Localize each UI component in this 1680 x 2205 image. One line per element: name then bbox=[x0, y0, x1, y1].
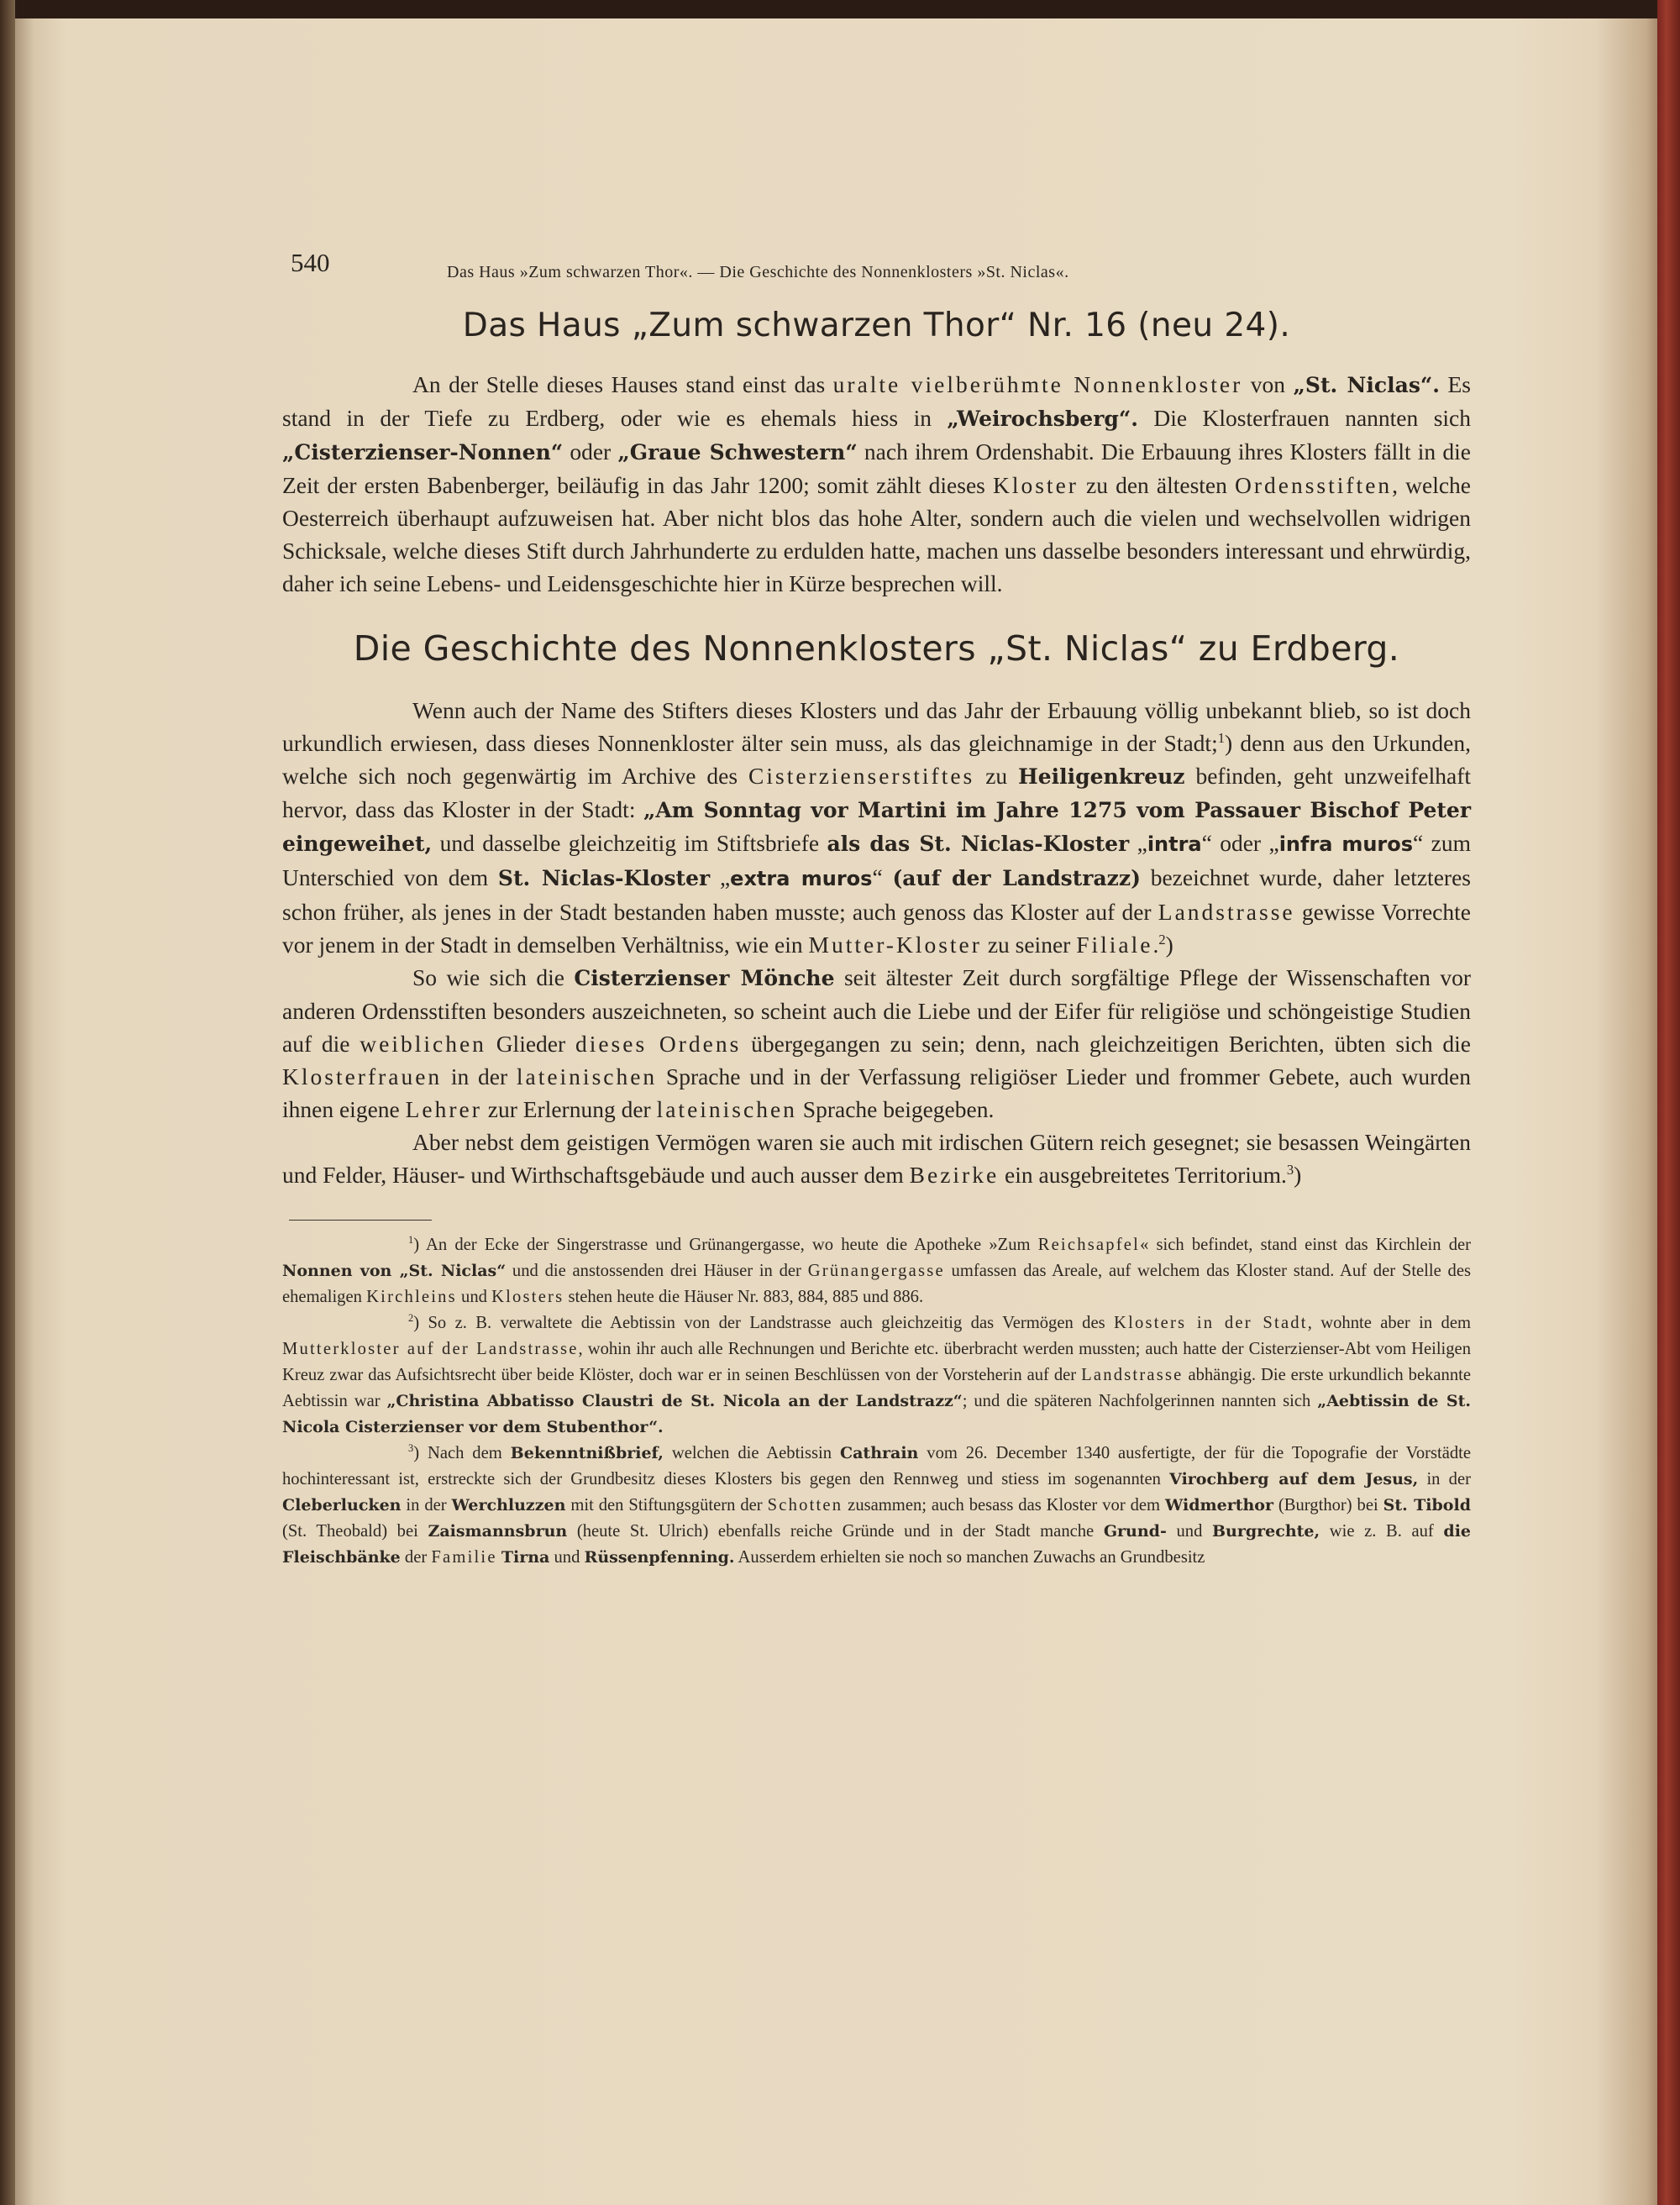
binding-gutter bbox=[0, 0, 15, 2205]
footnote-2: $^2$) So z. B. verwaltete die Aebtissin von der Landstrasse auch gleichzeitig das Vermögen des Klosters in der Stadt, wohnte aber in dem Mutterkloster auf der Landstrasse, wohin ihr auch alle Rechnungen und Berichte etc. überbracht werden mussten; auch hatte der Cisterzienser-Abt vom Heiligen Kreuz zwar das Aufsichtsrecht über beide Klöster, doch war er in seinen Beschlüssen von der Vorsteherin auf der Landstrasse abhängig. Die erste urkundlich bekannte Aebtissin war „Christina Abbatisso Claustri de St. Nicola an der Landstrazz“; und die späteren Nachfolgerinnen nannten sich „Aebtissin de St. Nicola Cisterzienser vor dem Stubenthor“. bbox=[282, 1312, 1471, 1436]
footnote-divider bbox=[289, 1220, 432, 1221]
scan-top-edge bbox=[0, 0, 1680, 18]
section-title-geschichte: Die Geschichte des Nonnenklosters „St. Niclas“ zu Erdberg. bbox=[353, 628, 1400, 669]
running-head bbox=[282, 239, 1471, 290]
running-title: Das Haus »Zum schwarzen Thor«. — Die Geschichte des Nonnenklosters »St. Niclas«. bbox=[447, 263, 1069, 281]
paragraph-geschichte-2: So wie sich die Cisterzienser Mönche seit ältester Zeit durch sorgfältige Pflege der Wissenschaften vor anderen Ordensstiften besonders auszeichneten, so scheint auch die Liebe und der Eifer für religiöse und schöngeistige Studien auf die weiblichen Glieder dieses Ordens übergegangen zu sein; denn, nach gleichzeitigen Berichten, übten sich die Klosterfrauen in der lateinischen Sprache und in der Verfassung religiöser Lieder und frommer Gebete, auch wurden ihnen eigene Lehrer zur Erlernung der lateinischen Sprache beigegeben. bbox=[282, 964, 1472, 1122]
section-title-haus: Das Haus „Zum schwarzen Thor“ Nr. 16 (neu 24). bbox=[462, 307, 1291, 344]
footnotes bbox=[282, 1232, 1471, 1571]
footnote-1: $^1$) An der Ecke der Singerstrasse und Grünangergasse, wo heute die Apotheke »Zum Reichsapfel« sich befindet, stand einst das Kirchlein der Nonnen von „St. Niclas“ und die anstossenden drei Häuser in der Grünangergasse umfassen das Areale, auf welchem das Kloster stand. Auf der Stelle des ehemaligen Kirchleins und Klosters stehen heute die Häuser Nr. 883, 884, 885 und 886. bbox=[282, 1234, 1472, 1306]
paragraph-geschichte-1: Wenn auch der Name des Stifters dieses Klosters und das Jahr der Erbauung völlig unbekannt blieb, so ist doch urkundlich erwiesen, dass dieses Nonnenkloster älter sein muss, als das gleichnamige in der Stadt;$^1$) denn aus den Urkunden, welche sich noch gegenwärtig im Archive des Cisterzienserstiftes zu Heiligenkreuz befinden, geht unzweifelhaft hervor, dass das Kloster in der Stadt: „Am Sonntag vor Martini im Jahre 1275 vom Passauer Bischof Peter eingeweihet, und dasselbe gleichzeitig im Stiftsbriefe als das St. Niclas-Kloster „intra“ oder „infra muros“ zum Unterschied von dem St. Niclas-Kloster „extra muros“ (auf der Landstrazz) bezeichnet wurde, daher letzteres schon früher, als jenes in der Stadt bestanden haben musste; auch genoss das Kloster auf der Landstrasse gewisse Vorrechte vor jenem in der Stadt in demselben Verhältniss, wie ein Mutter-Kloster zu seiner Filiale.$^2$) bbox=[282, 697, 1471, 958]
page-content bbox=[282, 239, 1471, 1571]
paragraph-intro: An der Stelle dieses Hauses stand einst das uralte vielberühmte Nonnenkloster von „St. Niclas“. Es stand in der Tiefe zu Erdberg, oder wie es ehemals hiess in „Weirochsberg“. Die Klosterfrauen nannten sich „Cisterzienser-Nonnen“ oder „Graue Schwestern“ nach ihrem Ordenshabit. Die Erbauung ihres Klosters fällt in die Zeit der ersten Babenberger, beiläufig in das Jahr 1200; somit zählt dieses Kloster zu den ältesten Ordensstiften, welche Oesterreich überhaupt aufzuweisen hat. Aber nicht blos das hohe Alter, sondern auch die vielen und wechselvollen widrigen Schicksale, welche dieses Stift durch Jahrhunderte zu erdulden hatte, machen uns dasselbe besonders interessant und ehrwürdig, daher ich seine Lebens- und Leidensgeschichte hier in Kürze besprechen will. bbox=[282, 371, 1471, 596]
book-edge bbox=[1657, 0, 1680, 2205]
paragraph-geschichte-3: Aber nebst dem geistigen Vermögen waren sie auch mit irdischen Gütern reich gesegnet; sie besassen Weingärten und Felder, Häuser- und Wirthschaftsgebäude und auch ausser dem Bezirke ein ausgebreitetes Territorium.$^3$) bbox=[282, 1129, 1471, 1188]
page-number: 540 bbox=[291, 248, 330, 277]
footnote-3: $^3$) Nach dem Bekenntnißbrief, welchen die Aebtissin Cathrain vom 26. December 1340 ausfertigte, der für die Topografie der Vorstädte hochinteressant ist, erstreckte sich der Grundbesitz dieses Klosters bis gegen den Rennweg und stiess im sogenannten Virochberg auf dem Jesus, in der Cleberlucken in der Werchluzzen mit den Stiftungsgütern der Schotten zusammen; auch besass das Kloster vor dem Widmerthor (Burgthor) bei St. Tibold (St. Theobald) bei Zaismannsbrun (heute St. Ulrich) ebenfalls reiche Gründe und in der Stadt manche Grund- und Burgrechte, wie z. B. auf die Fleischbänke der Familie Tirna und Rüssenpfenning. Ausserdem erhielten sie noch so manchen Zuwachs an Grundbesitz bbox=[282, 1442, 1472, 1567]
